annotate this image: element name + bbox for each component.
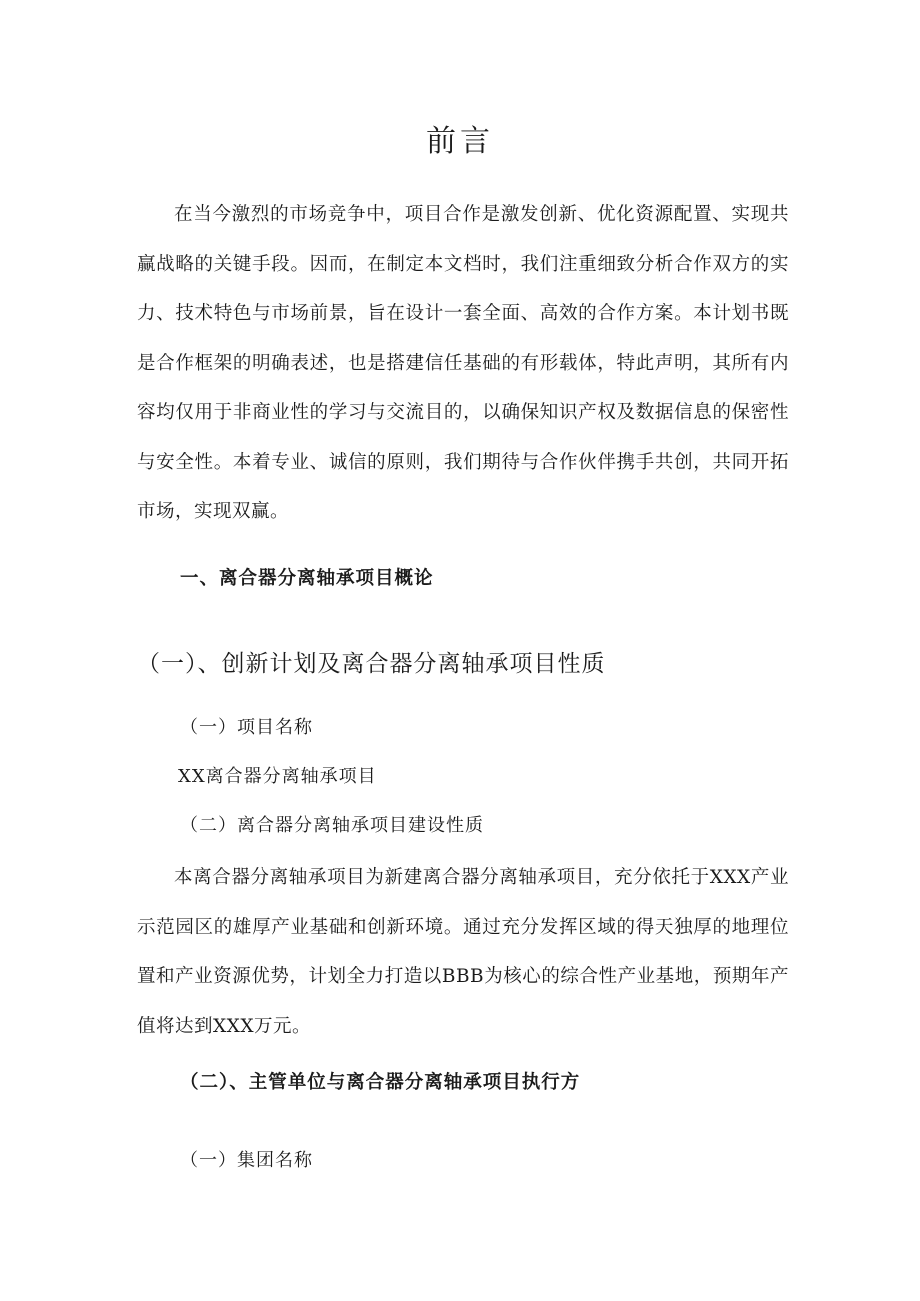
item-construction-label: （二）离合器分离轴承项目建设性质 — [180, 815, 484, 836]
preface-paragraph: 在当今激烈的市场竞争中，项目合作是激发创新、优化资源配置、实现共赢战略的关键手段。因而，在制定本文档时，我们注重细致分析合作双方的实力、技术特色与市场前景，旨在设计一套全面、高效的合作方案。本计划书既是合作框架的明确表述，也是搭建信任基础的有形载体，特此声明，其所有内容均仅用于非商业性的学习与交流目的，以确保知识产权及数据信息的保密性与安全性。本着专业、诚信的原则，我们期待与合作伙伴携手共创，共同开拓市场，实现双赢。 — [137, 204, 789, 522]
item-project-name-value: XX离合器分离轴承项目 — [178, 766, 377, 787]
construction-paragraph: 本离合器分离轴承项目为新建离合器分离轴承项目，充分依托于XXX产业示范园区的雄厚产业基础和创新环境。通过充分发挥区域的得天独厚的地理位置和产业资源优势，计划全力打造以BBB为核心的综合性产业基地，预期年产值将达到XXX万元。 — [137, 867, 789, 1037]
subsection-heading-executor: （二）、主管单位与离合器分离轴承项目执行方 — [180, 1072, 581, 1093]
item-project-name-label: （一）项目名称 — [180, 717, 313, 738]
section-heading-overview: 一、离合器分离轴承项目概论 — [180, 568, 434, 589]
subsection-heading-innovation-plan: （一）、创新计划及离合器分离轴承项目性质 — [137, 651, 606, 677]
page-title: 前言 — [426, 124, 494, 159]
item-group-name-label: （一）集团名称 — [180, 1150, 313, 1171]
